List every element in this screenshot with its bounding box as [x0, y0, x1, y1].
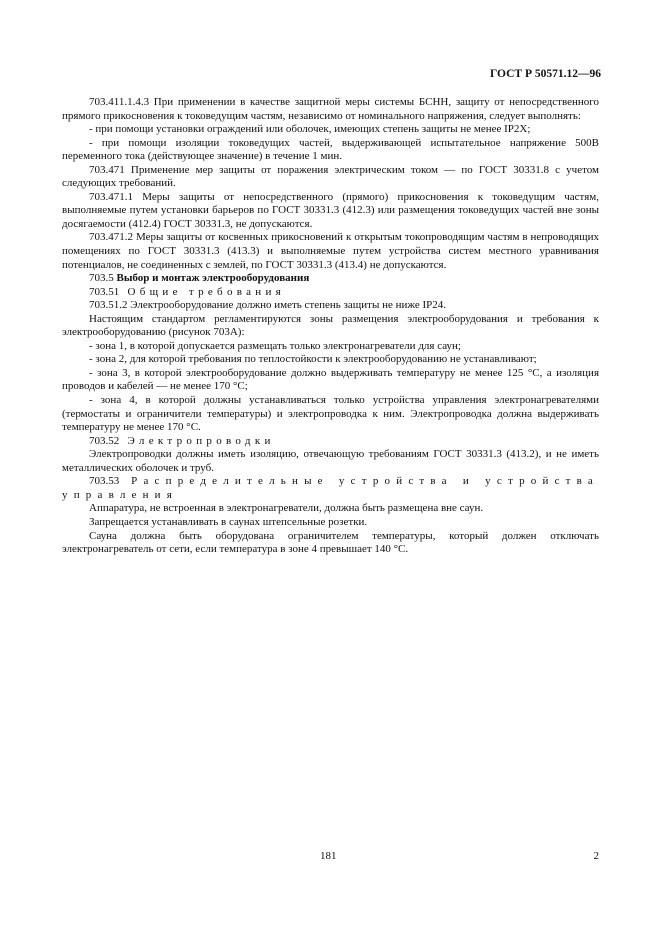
paragraph-703-51-2: 703.51.2 Электрооборудование должно иметь степень защиты не ниже IP24.	[89, 299, 446, 312]
section-title: Распределительные устройства и устройства управления	[62, 475, 599, 501]
section-703-51-heading	[62, 286, 599, 300]
section-title: Электропроводки	[127, 434, 275, 447]
section-number: 703.5	[89, 272, 117, 285]
paragraph-zones-intro: Настоящим стандартом регламентируются зоны размещения электрооборудования и требования к электрооборудованию (рисунок 703А):	[62, 312, 599, 339]
section-703-53-heading	[62, 475, 599, 502]
paragraph-temperature-limiter: Сауна должна быть оборудована ограничителем температуры, который должен отключать электронагреватель от сети, если температура в зоне 4 превышает 140 °С.	[62, 529, 599, 556]
document-body	[62, 96, 599, 557]
paragraph-703-471-2: 703.471.2 Меры защиты от косвенных прикосновений к открытым токопроводящим частям в непроводящих помещениях по ГОСТ 30331.3 (413.3) и выполняемые путем устройства систем местного уравнивания потенциалов, не соединенных с землей, по ГОСТ 30331.3 (413.4) не допускаются.	[62, 231, 599, 271]
list-item-insulation: - при помощи изоляции токоведущих частей, выдерживающей испытательное напряжение 500В переменного тока (действующее значение) в течение 1 мин.	[62, 136, 599, 163]
page-number-center: 181	[320, 850, 337, 862]
paragraph-703-471-1: 703.471.1 Меры защиты от непосредственного (прямого) прикосновения к токоведущим частям, выполняемые путем установки барьеров по ГОСТ 30331.3 (412.3) или размещения токоведущих частей вне зоны досягаемости (412.4) ГОСТ 30331.3, не допускаются.	[62, 190, 599, 230]
list-item-zone-3: - зона 3, в которой электрооборудование должно выдерживать температуру не менее 125 °С, а изоляция проводов и кабелей — не менее 170 °С;	[62, 366, 599, 393]
paragraph-sockets: Запрещается устанавливать в саунах штепсельные розетки.	[89, 515, 368, 528]
list-item-ip2x: - при помощи установки ограждений или оболочек, имеющих степень защиты не менее IP2X;	[89, 123, 531, 136]
paragraph-703-411-1-4-3: 703.411.1.4.3 При применении в качестве защитной меры системы БСНН, защиту от непосредственного прямого прикосновения к токоведущим частям, независимо от номинального напряжения, следует выполнять:	[62, 96, 599, 122]
section-number: 703.53	[89, 475, 120, 488]
section-number: 703.51	[89, 285, 120, 298]
paragraph-apparatus: Аппаратура, не встроенная в электронагреватели, должна быть размещена вне саун.	[89, 502, 484, 515]
section-title: Общие требования	[127, 285, 286, 298]
list-item-zone-2: - зона 2, для которой требования по теплостойкости к электрооборудованию не устанавливают;	[89, 353, 537, 366]
page-number-right: 2	[593, 850, 599, 862]
paragraph-wiring: Электропроводки должны иметь изоляцию, отвечающую требованиям ГОСТ 30331.3 (413.2), и не иметь металлических оболочек и труб.	[62, 448, 599, 474]
section-703-52-heading	[62, 435, 599, 449]
section-number: 703.52	[89, 434, 120, 447]
paragraph-703-471: 703.471 Применение мер защиты от поражения электрическим током — по ГОСТ 30331.8 с учетом следующих требований.	[62, 163, 599, 190]
document-header: ГОСТ Р 50571.12—96	[490, 68, 601, 80]
section-703-5-heading	[62, 272, 599, 286]
list-item-zone-1: - зона 1, в которой допускается размещать только электронагреватели для саун;	[89, 339, 461, 352]
list-item-zone-4: - зона 4, в которой должны устанавливаться только устройства управления электронагревателями (термостаты и ограничители температуры) и электропроводка к ним. Электропроводка должна выдерживать температуру не менее 170 °С.	[62, 394, 599, 434]
section-title: Выбор и монтаж электрооборудования	[116, 272, 310, 285]
